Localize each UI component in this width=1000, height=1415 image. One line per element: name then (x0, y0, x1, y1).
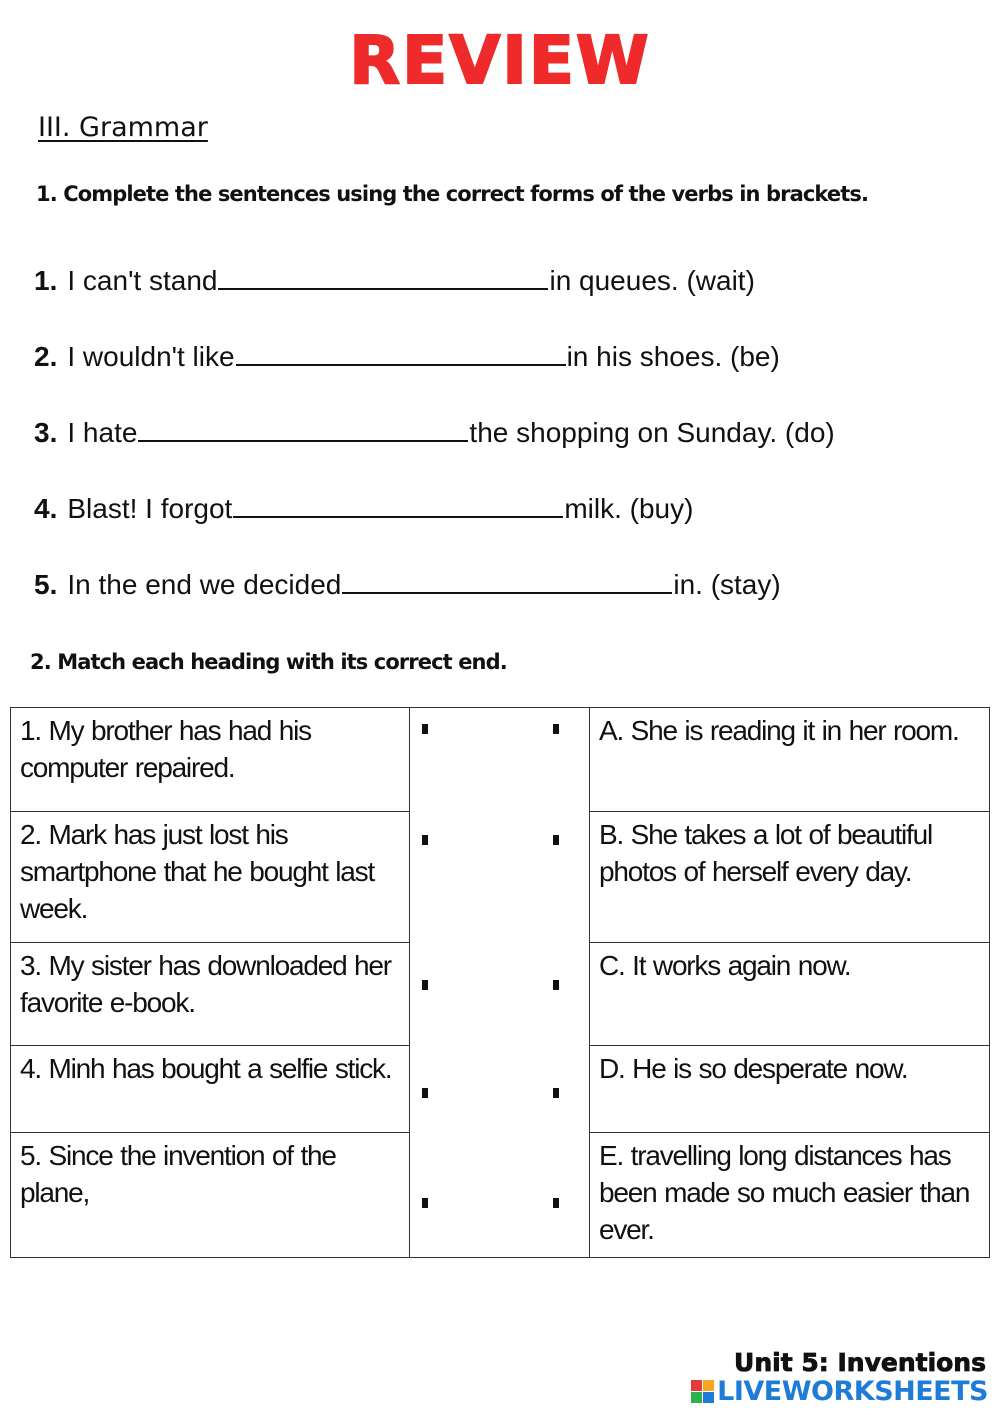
match-connector-cell (410, 1133, 590, 1258)
match-dot-left[interactable] (422, 1198, 428, 1208)
exercise-1-instruction: 1. Complete the sentences using the correct forms of the verbs in brackets. (36, 182, 869, 206)
liveworksheets-logo-icon (691, 1380, 714, 1403)
match-connector-cell (410, 812, 590, 943)
match-dot-right[interactable] (553, 724, 559, 734)
logo-tile (691, 1380, 702, 1391)
answer-blank[interactable] (236, 338, 566, 366)
table-row (11, 1046, 990, 1133)
sentence-number: 2. (34, 341, 58, 372)
sentence-number: 5. (34, 569, 58, 600)
sentence-before: I wouldn't like (67, 341, 235, 372)
match-connector-cell (410, 1046, 590, 1133)
ending-cell: B. She takes a lot of beautiful photos of herself every day. (590, 812, 990, 943)
ending-cell: E. travelling long distances has been made so much easier than ever. (590, 1133, 990, 1258)
sentence-item (34, 566, 835, 642)
page-title: REVIEW (349, 22, 651, 99)
exercise-2-instruction: 2. Match each heading with its correct end. (30, 650, 507, 674)
match-dot-left[interactable] (422, 1088, 428, 1098)
sentence-number: 4. (34, 493, 58, 524)
match-dot-right[interactable] (553, 1088, 559, 1098)
heading-cell: 3. My sister has downloaded her favorite e-book. (11, 943, 410, 1046)
sentence-before: I can't stand (67, 265, 218, 296)
sentence-item (34, 262, 835, 338)
sentence-before: I hate (67, 417, 138, 448)
sentence-number: 3. (34, 417, 58, 448)
sentence-item (34, 414, 835, 490)
unit-label: Unit 5: Inventions (734, 1348, 986, 1377)
logo-tile (703, 1380, 714, 1391)
sentence-after: in. (stay) (673, 569, 781, 600)
matching-table (10, 707, 990, 1258)
sentence-after: milk. (buy) (564, 493, 694, 524)
ending-cell: A. She is reading it in her room. (590, 708, 990, 812)
liveworksheets-logo (691, 1378, 988, 1405)
logo-tile (703, 1392, 714, 1403)
answer-blank[interactable] (138, 414, 468, 442)
match-dot-left[interactable] (422, 724, 428, 734)
table-row (11, 1133, 990, 1258)
answer-blank[interactable] (218, 262, 548, 290)
sentence-before: In the end we decided (67, 569, 342, 600)
table-row (11, 943, 990, 1046)
sentence-after: in queues. (wait) (549, 265, 755, 296)
ending-cell: D. He is so desperate now. (590, 1046, 990, 1133)
heading-cell: 4. Minh has bought a selfie stick. (11, 1046, 410, 1133)
sentence-item (34, 338, 835, 414)
answer-blank[interactable] (233, 490, 563, 518)
match-dot-left[interactable] (422, 835, 428, 845)
match-connector-cell (410, 943, 590, 1046)
sentence-before: Blast! I forgot (67, 493, 233, 524)
logo-text: LIVEWORKSHEETS (717, 1376, 988, 1407)
logo-tile (691, 1392, 702, 1403)
sentence-after: the shopping on Sunday. (do) (469, 417, 835, 448)
exercise-1-sentences (34, 262, 835, 642)
heading-cell: 2. Mark has just lost his smartphone that he bought last week. (11, 812, 410, 943)
ending-cell: C. It works again now. (590, 943, 990, 1046)
match-dot-right[interactable] (553, 835, 559, 845)
heading-cell: 5. Since the invention of the plane, (11, 1133, 410, 1258)
match-dot-right[interactable] (553, 980, 559, 990)
heading-cell: 1. My brother has had his computer repaired. (11, 708, 410, 812)
match-dot-left[interactable] (422, 980, 428, 990)
section-heading: III. Grammar (38, 112, 208, 143)
sentence-number: 1. (34, 265, 58, 296)
table-row (11, 708, 990, 812)
sentence-after: in his shoes. (be) (566, 341, 780, 372)
table-row (11, 812, 990, 943)
answer-blank[interactable] (342, 566, 672, 594)
match-connector-cell (410, 708, 590, 812)
match-dot-right[interactable] (553, 1198, 559, 1208)
sentence-item (34, 490, 835, 566)
